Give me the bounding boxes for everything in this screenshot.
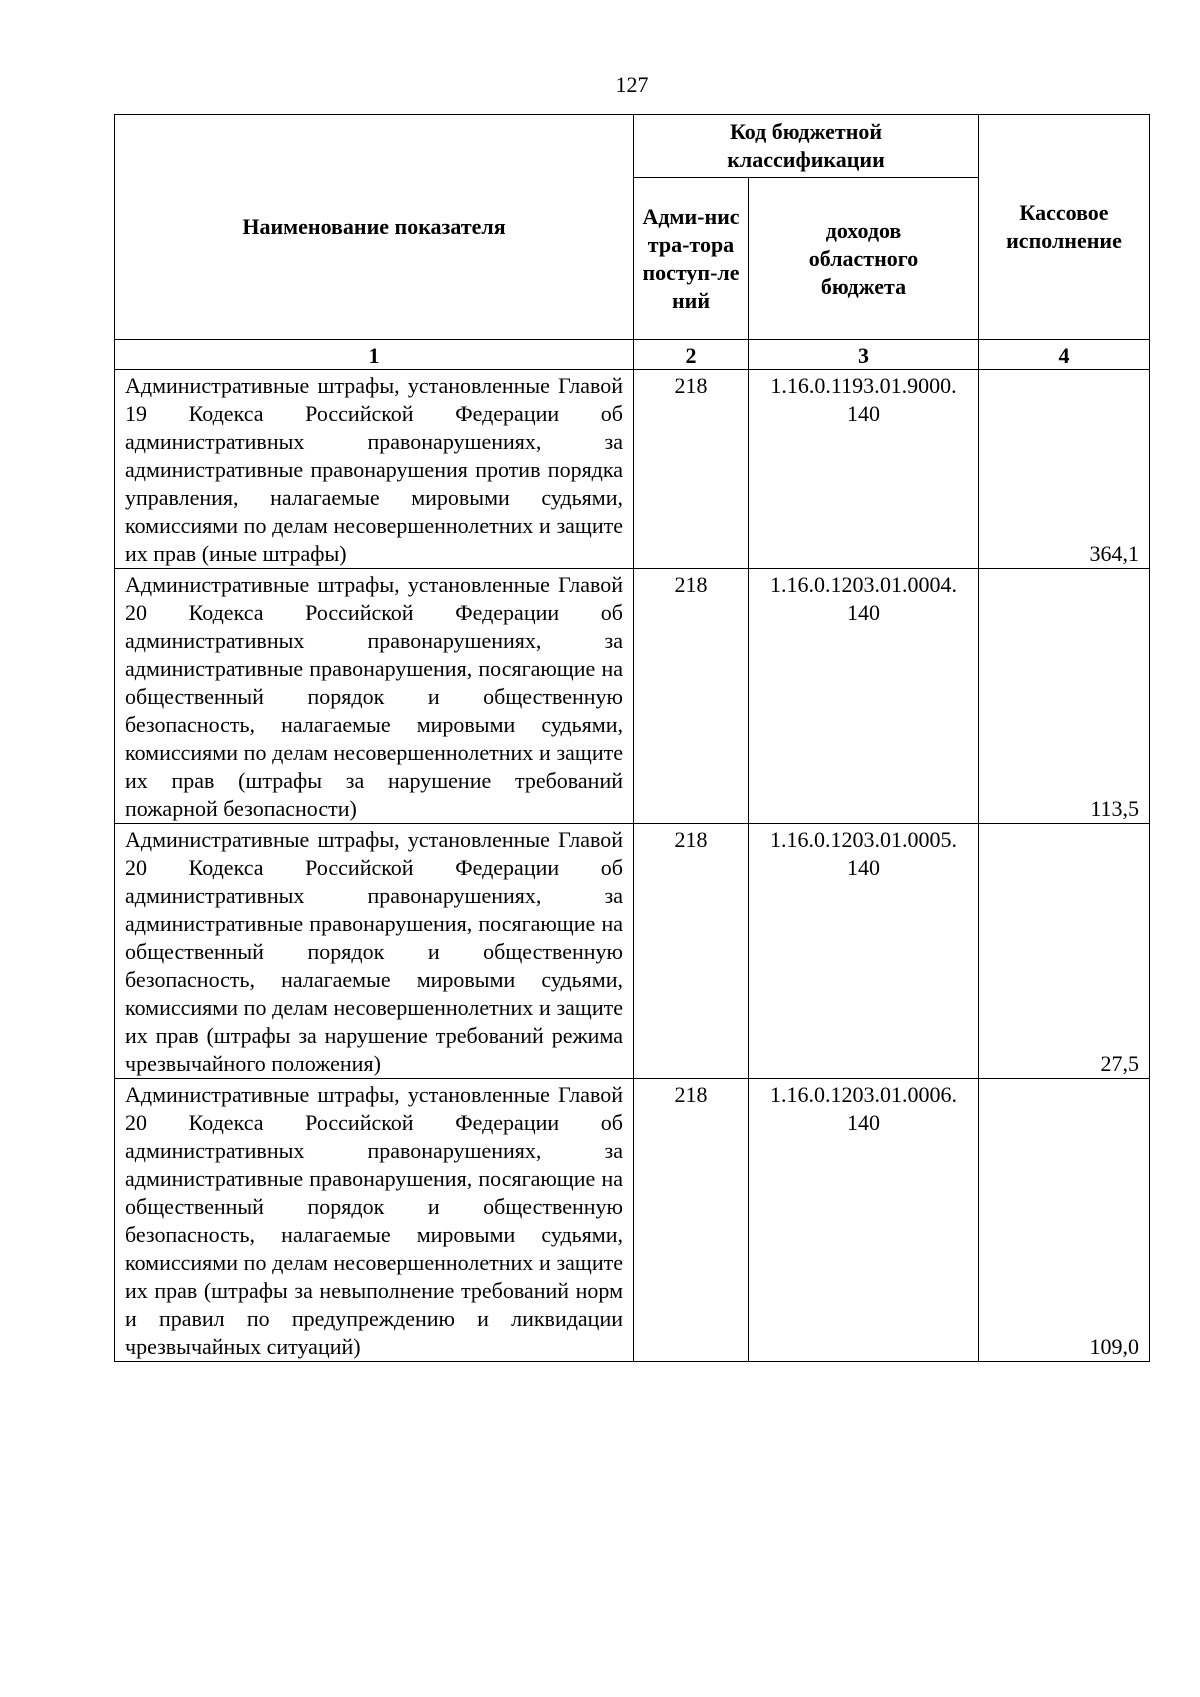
header-execution: Кассовое исполнение (979, 115, 1150, 340)
budget-table (114, 114, 1150, 1362)
row-admin-code: 218 (634, 824, 749, 1079)
table-row (115, 824, 1150, 1079)
header-code-group: Код бюджетной классификации (634, 115, 979, 178)
row-income-code: 1.16.0.1203.01.0005. 140 (749, 824, 979, 1079)
header-income: доходов областного бюджета (749, 178, 979, 340)
table-row (115, 1079, 1150, 1362)
row-execution: 109,0 (979, 1079, 1150, 1362)
col-number-4: 4 (979, 340, 1150, 370)
row-name: Административные штрафы, установленные Главой 20 Кодекса Российской Федерации об административных правонарушениях, за административные правонарушения, посягающие на общественный порядок и общественную безопасность, налагаемые мировыми судьями, комиссиями по делам несовершеннолетних и защите их прав (штрафы за нарушение требований пожарной безопасности) (115, 569, 634, 824)
row-admin-code: 218 (634, 569, 749, 824)
col-number-1: 1 (115, 340, 634, 370)
row-name: Административные штрафы, установленные Главой 20 Кодекса Российской Федерации об административных правонарушениях, за административные правонарушения, посягающие на общественный порядок и общественную безопасность, налагаемые мировыми судьями, комиссиями по делам несовершеннолетних и защите их прав (штрафы за невыполнение требований норм и правил по предупреждению и ликвидации чрезвычайных ситуаций) (115, 1079, 634, 1362)
page-number: 127 (615, 72, 649, 97)
row-income-code: 1.16.0.1203.01.0006. 140 (749, 1079, 979, 1362)
header-name: Наименование показателя (115, 115, 634, 340)
row-execution: 113,5 (979, 569, 1150, 824)
row-income-code: 1.16.0.1203.01.0004. 140 (749, 569, 979, 824)
row-name: Административные штрафы, установленные Главой 20 Кодекса Российской Федерации об административных правонарушениях, за административные правонарушения, посягающие на общественный порядок и общественную безопасность, налагаемые мировыми судьями, комиссиями по делам несовершеннолетних и защите их прав (штрафы за нарушение требований режима чрезвычайного положения) (115, 824, 634, 1079)
table-row (115, 370, 1150, 569)
row-admin-code: 218 (634, 370, 749, 569)
row-admin-code: 218 (634, 1079, 749, 1362)
row-execution: 27,5 (979, 824, 1150, 1079)
col-number-2: 2 (634, 340, 749, 370)
col-number-3: 3 (749, 340, 979, 370)
row-name: Административные штрафы, установленные Главой 19 Кодекса Российской Федерации об административных правонарушениях, за административные правонарушения против порядка управления, налагаемые мировыми судьями, комиссиями по делам несовершеннолетних и защите их прав (иные штрафы) (115, 370, 634, 569)
table-row (115, 569, 1150, 824)
header-admin: Адми-нистра-тора поступ-лений (634, 178, 749, 340)
row-income-code: 1.16.0.1193.01.9000. 140 (749, 370, 979, 569)
row-execution: 364,1 (979, 370, 1150, 569)
